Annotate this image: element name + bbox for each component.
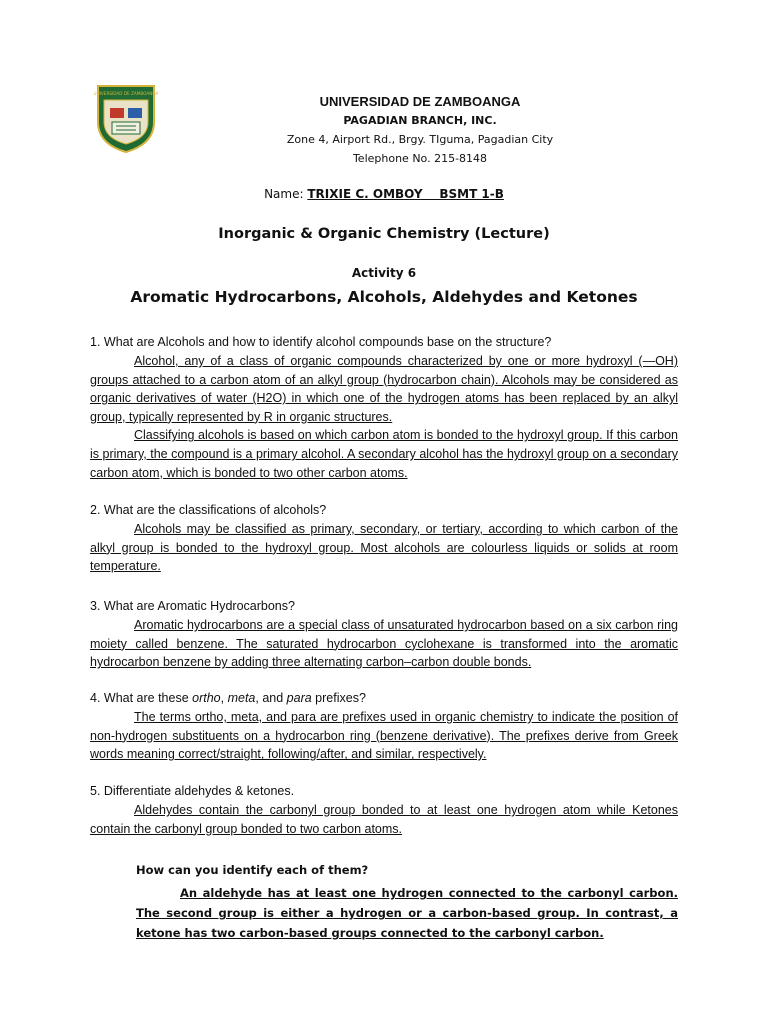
- student-name-line: [0, 187, 768, 201]
- university-logo: [94, 82, 158, 154]
- course-title: Inorganic & Organic Chemistry (Lecture): [218, 226, 550, 242]
- question-block-5: [90, 781, 678, 838]
- university-name: UNIVERSIDAD DE ZAMBOANGA: [319, 94, 521, 109]
- telephone: Telephone No. 215-8148: [352, 152, 488, 165]
- followup-block: [136, 861, 678, 943]
- answer-4: The terms ortho, meta, and para are prefixes used in organic chemistry to indicate the position of non-hydrogen substituents on a hydrocarbon ring (benzene derivative). The prefixes derive from Greek words meaning correct/straight, following/after, and similar, respectively.: [90, 710, 678, 762]
- followup-question: How can you identify each of them?: [136, 863, 369, 877]
- question-4: 4. What are these ortho, meta, and para prefixes?: [90, 691, 366, 705]
- answer-5: Aldehydes contain the carbonyl group bonded to at least one hydrogen atom while Ketones contain the carbonyl group bonded to two carbon atoms.: [90, 803, 678, 836]
- activity-topic: Aromatic Hydrocarbons, Alcohols, Aldehydes and Ketones: [130, 288, 638, 306]
- question-1: 1. What are Alcohols and how to identify alcohol compounds base on the structure?: [90, 335, 552, 349]
- address: Zone 4, Airport Rd., Brgy. TIguma, Pagadian City: [286, 133, 554, 146]
- name-label: Name:: [264, 187, 308, 201]
- name-value: TRIXIE C. OMBOY BSMT 1-B: [307, 187, 504, 201]
- branch-name: PAGADIAN BRANCH, INC.: [343, 114, 497, 127]
- activity-number: Activity 6: [351, 266, 417, 280]
- answer-1a: Alcohol, any of a class of organic compounds characterized by one or more hydroxyl (—OH) groups attached to a carbon atom of an alkyl group (hydrocarbon chain). Alcohols may be considered as organic derivatives of water (H2O) in which one of the hydrogen atoms has been replaced by an alkyl group, typically represented by R in organic structures.: [90, 354, 678, 424]
- question-block-2: [90, 500, 678, 576]
- answer-2: Alcohols may be classified as primary, secondary, or tertiary, according to which carbon of the alkyl group is bonded to the hydroxyl group. Most alcohols are colourless liquids or solids at room temperature.: [90, 522, 678, 574]
- question-5: 5. Differentiate aldehydes & ketones.: [90, 784, 295, 798]
- answer-1b: Classifying alcohols is based on which carbon atom is bonded to the hydroxyl group. If this carbon is primary, the compound is a primary alcohol. A secondary alcohol has the hydroxyl group on a secondary carbon atom, which is bonded to two other carbon atoms.: [90, 428, 678, 480]
- question-block-1: [90, 332, 678, 482]
- question-3: 3. What are Aromatic Hydrocarbons?: [90, 599, 295, 613]
- followup-answer: An aldehyde has at least one hydrogen connected to the carbonyl carbon. The second group is either a hydrogen or a carbon-based group. In contrast, a ketone has two carbon-based groups connected to the carbonyl carbon.: [136, 886, 678, 940]
- question-2: 2. What are the classifications of alcohols?: [90, 503, 327, 517]
- logo-text: UNIVERSIDAD DE ZAMBOANGA: [94, 91, 158, 96]
- question-block-3: [90, 596, 678, 672]
- question-block-4: [90, 688, 678, 764]
- letterhead: [200, 93, 640, 168]
- answer-3: Aromatic hydrocarbons are a special class of unsaturated hydrocarbon based on a six carbon ring moiety called benzene. The saturated hydrocarbon cyclohexane is transformed into the aromatic hydrocarbon benzene by adding three alternating carbon–carbon double bonds.: [90, 618, 678, 670]
